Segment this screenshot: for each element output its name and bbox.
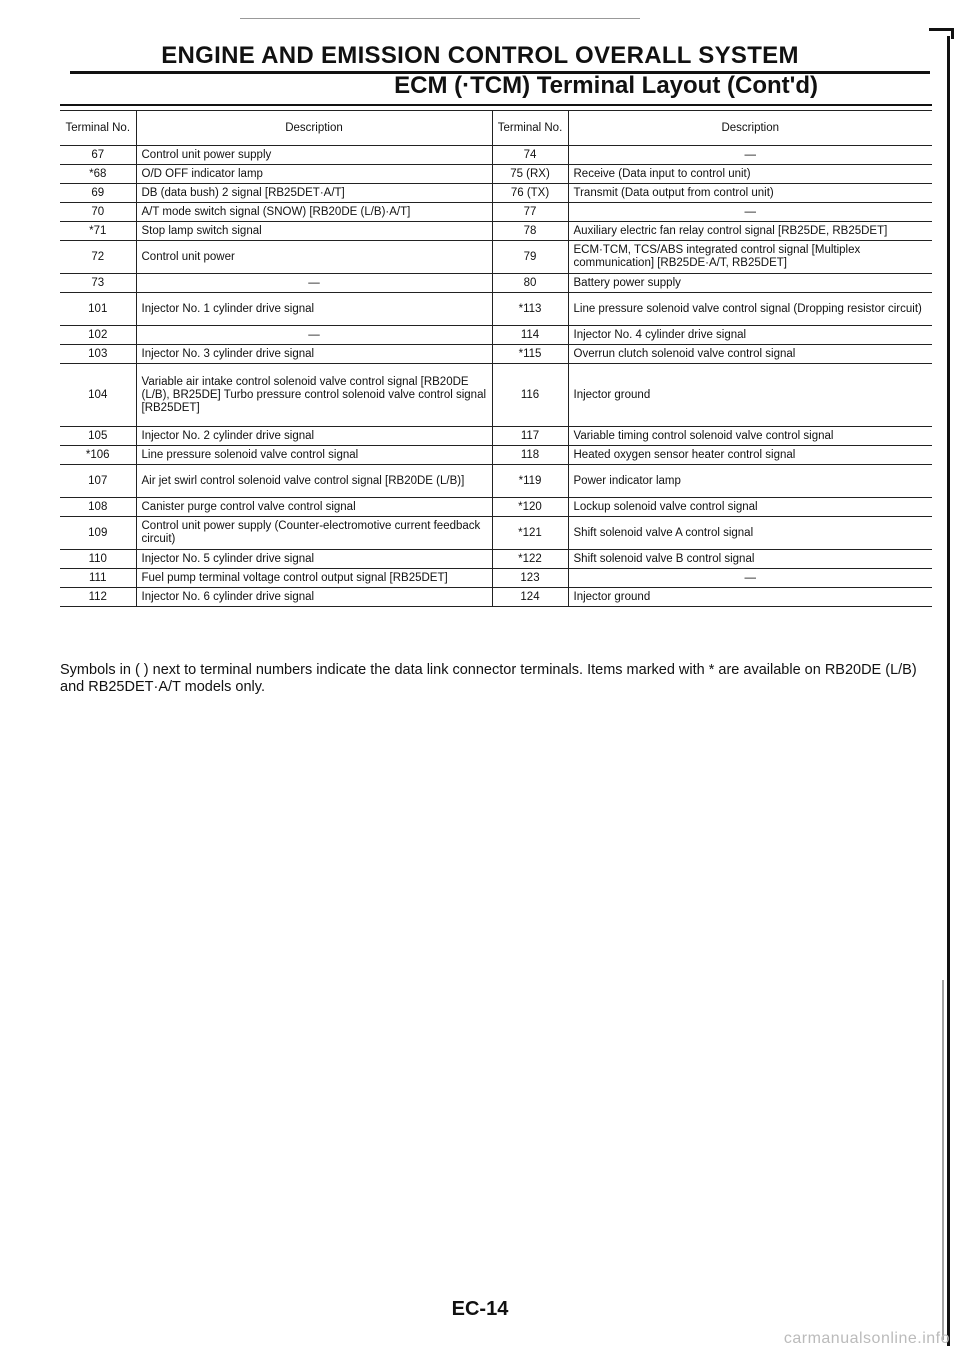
- table-body: [60, 146, 932, 607]
- cell-terminal-no: 103: [60, 345, 136, 364]
- cell-description: Injector No. 2 cylinder drive signal: [136, 427, 492, 446]
- table-row: [60, 241, 932, 274]
- page-number: EC-14: [451, 1298, 509, 1320]
- table-row: [60, 588, 932, 607]
- column-header-description-2: Description: [568, 111, 932, 146]
- watermark: carmanualsonline.info: [783, 1330, 950, 1347]
- cell-description-2: Power indicator lamp: [568, 465, 932, 498]
- cell-description-2: ECM·TCM, TCS/ABS integrated control signal [Multiplex communication] [RB25DE·A/T, RB25DET]: [568, 241, 932, 274]
- cell-description: A/T mode switch signal (SNOW) [RB20DE (L/B)·A/T]: [136, 203, 492, 222]
- table-row: [60, 274, 932, 293]
- cell-description: Control unit power supply: [136, 146, 492, 165]
- cell-terminal-no: 72: [60, 241, 136, 274]
- table-row: [60, 203, 932, 222]
- cell-terminal-no-2: *115: [492, 345, 568, 364]
- cell-description-2: Injector ground: [568, 364, 932, 427]
- cell-terminal-no: 111: [60, 569, 136, 588]
- cell-terminal-no-2: 74: [492, 146, 568, 165]
- cell-terminal-no-2: 124: [492, 588, 568, 607]
- cell-description: Control unit power supply (Counter-electromotive current feedback circuit): [136, 517, 492, 550]
- cell-terminal-no-2: *113: [492, 293, 568, 326]
- cell-terminal-no: *68: [60, 165, 136, 184]
- cell-description-2: Receive (Data input to control unit): [568, 165, 932, 184]
- table-row: [60, 517, 932, 550]
- cell-terminal-no-2: *120: [492, 498, 568, 517]
- table-row: [60, 222, 932, 241]
- cell-description-2: Shift solenoid valve A control signal: [568, 517, 932, 550]
- cell-description-2: Lockup solenoid valve control signal: [568, 498, 932, 517]
- cell-description-2: Line pressure solenoid valve control signal (Dropping resistor circuit): [568, 293, 932, 326]
- cell-terminal-no: 69: [60, 184, 136, 203]
- cell-description: Variable air intake control solenoid valve control signal [RB20DE (L/B), BR25DE] Turbo pressure control solenoid valve control signal [RB25DET]: [136, 364, 492, 427]
- cell-terminal-no: *106: [60, 446, 136, 465]
- table-row: [60, 146, 932, 165]
- cell-terminal-no: 67: [60, 146, 136, 165]
- cell-terminal-no-2: 116: [492, 364, 568, 427]
- cell-description: Injector No. 1 cylinder drive signal: [136, 293, 492, 326]
- table-row: [60, 498, 932, 517]
- column-header-description: Description: [136, 111, 492, 146]
- cell-description: Fuel pump terminal voltage control output signal [RB25DET]: [136, 569, 492, 588]
- cell-terminal-no: 101: [60, 293, 136, 326]
- cell-description-2: Injector ground: [568, 588, 932, 607]
- cell-description-2: Battery power supply: [568, 274, 932, 293]
- table-header-row: [60, 111, 932, 146]
- table-row: [60, 184, 932, 203]
- corner-mark: [929, 28, 954, 39]
- column-header-terminal-no: Terminal No.: [60, 111, 136, 146]
- table-row: [60, 465, 932, 498]
- cell-description-2: —: [568, 569, 932, 588]
- cell-terminal-no: *71: [60, 222, 136, 241]
- cell-terminal-no: 70: [60, 203, 136, 222]
- table-row: [60, 569, 932, 588]
- page-title: ENGINE AND EMISSION CONTROL OVERALL SYSTEM: [161, 42, 799, 69]
- cell-terminal-no: 112: [60, 588, 136, 607]
- cell-terminal-no-2: 118: [492, 446, 568, 465]
- cell-terminal-no: 108: [60, 498, 136, 517]
- cell-terminal-no-2: 75 (RX): [492, 165, 568, 184]
- top-rule: [240, 18, 640, 19]
- cell-description: Air jet swirl control solenoid valve control signal [RB20DE (L/B)]: [136, 465, 492, 498]
- cell-description: Canister purge control valve control signal: [136, 498, 492, 517]
- cell-description-2: Variable timing control solenoid valve control signal: [568, 427, 932, 446]
- cell-terminal-no: 73: [60, 274, 136, 293]
- cell-description: Injector No. 6 cylinder drive signal: [136, 588, 492, 607]
- page-edge-shadow: [942, 980, 944, 1340]
- cell-terminal-no-2: *122: [492, 550, 568, 569]
- cell-description-2: —: [568, 146, 932, 165]
- cell-description: O/D OFF indicator lamp: [136, 165, 492, 184]
- cell-terminal-no-2: *121: [492, 517, 568, 550]
- table-row: [60, 165, 932, 184]
- cell-description: DB (data bush) 2 signal [RB25DET·A/T]: [136, 184, 492, 203]
- subtitle-rule: [60, 104, 932, 106]
- cell-terminal-no: 110: [60, 550, 136, 569]
- page-subtitle: ECM (·TCM) Terminal Layout (Cont'd): [394, 72, 818, 99]
- table-row: [60, 326, 932, 345]
- cell-description: Stop lamp switch signal: [136, 222, 492, 241]
- cell-terminal-no-2: 123: [492, 569, 568, 588]
- cell-terminal-no: 107: [60, 465, 136, 498]
- cell-description: Injector No. 5 cylinder drive signal: [136, 550, 492, 569]
- cell-description-2: Heated oxygen sensor heater control signal: [568, 446, 932, 465]
- cell-terminal-no-2: 79: [492, 241, 568, 274]
- cell-terminal-no: 105: [60, 427, 136, 446]
- cell-terminal-no-2: 78: [492, 222, 568, 241]
- cell-terminal-no: 102: [60, 326, 136, 345]
- cell-terminal-no-2: 80: [492, 274, 568, 293]
- cell-terminal-no-2: *119: [492, 465, 568, 498]
- cell-description: —: [136, 326, 492, 345]
- cell-terminal-no-2: 117: [492, 427, 568, 446]
- terminal-table: [60, 110, 932, 607]
- cell-description-2: Auxiliary electric fan relay control signal [RB25DE, RB25DET]: [568, 222, 932, 241]
- table-row: [60, 293, 932, 326]
- cell-description-2: —: [568, 203, 932, 222]
- column-header-terminal-no-2: Terminal No.: [492, 111, 568, 146]
- table-row: [60, 550, 932, 569]
- table-row: [60, 427, 932, 446]
- cell-description-2: Shift solenoid valve B control signal: [568, 550, 932, 569]
- cell-description: Control unit power: [136, 241, 492, 274]
- table-row: [60, 364, 932, 427]
- cell-description-2: Overrun clutch solenoid valve control signal: [568, 345, 932, 364]
- cell-terminal-no-2: 76 (TX): [492, 184, 568, 203]
- cell-terminal-no: 109: [60, 517, 136, 550]
- cell-terminal-no-2: 77: [492, 203, 568, 222]
- cell-terminal-no: 104: [60, 364, 136, 427]
- cell-description: Injector No. 3 cylinder drive signal: [136, 345, 492, 364]
- footnote: Symbols in ( ) next to terminal numbers indicate the data link connector terminals. Items marked with * are available on RB20DE (L/B) and RB25DET·A/T models only.: [60, 662, 917, 695]
- cell-terminal-no-2: 114: [492, 326, 568, 345]
- table-row: [60, 446, 932, 465]
- cell-description: Line pressure solenoid valve control signal: [136, 446, 492, 465]
- cell-description: —: [136, 274, 492, 293]
- page-edge-bar: [947, 36, 950, 1346]
- table-row: [60, 345, 932, 364]
- cell-description-2: Injector No. 4 cylinder drive signal: [568, 326, 932, 345]
- cell-description-2: Transmit (Data output from control unit): [568, 184, 932, 203]
